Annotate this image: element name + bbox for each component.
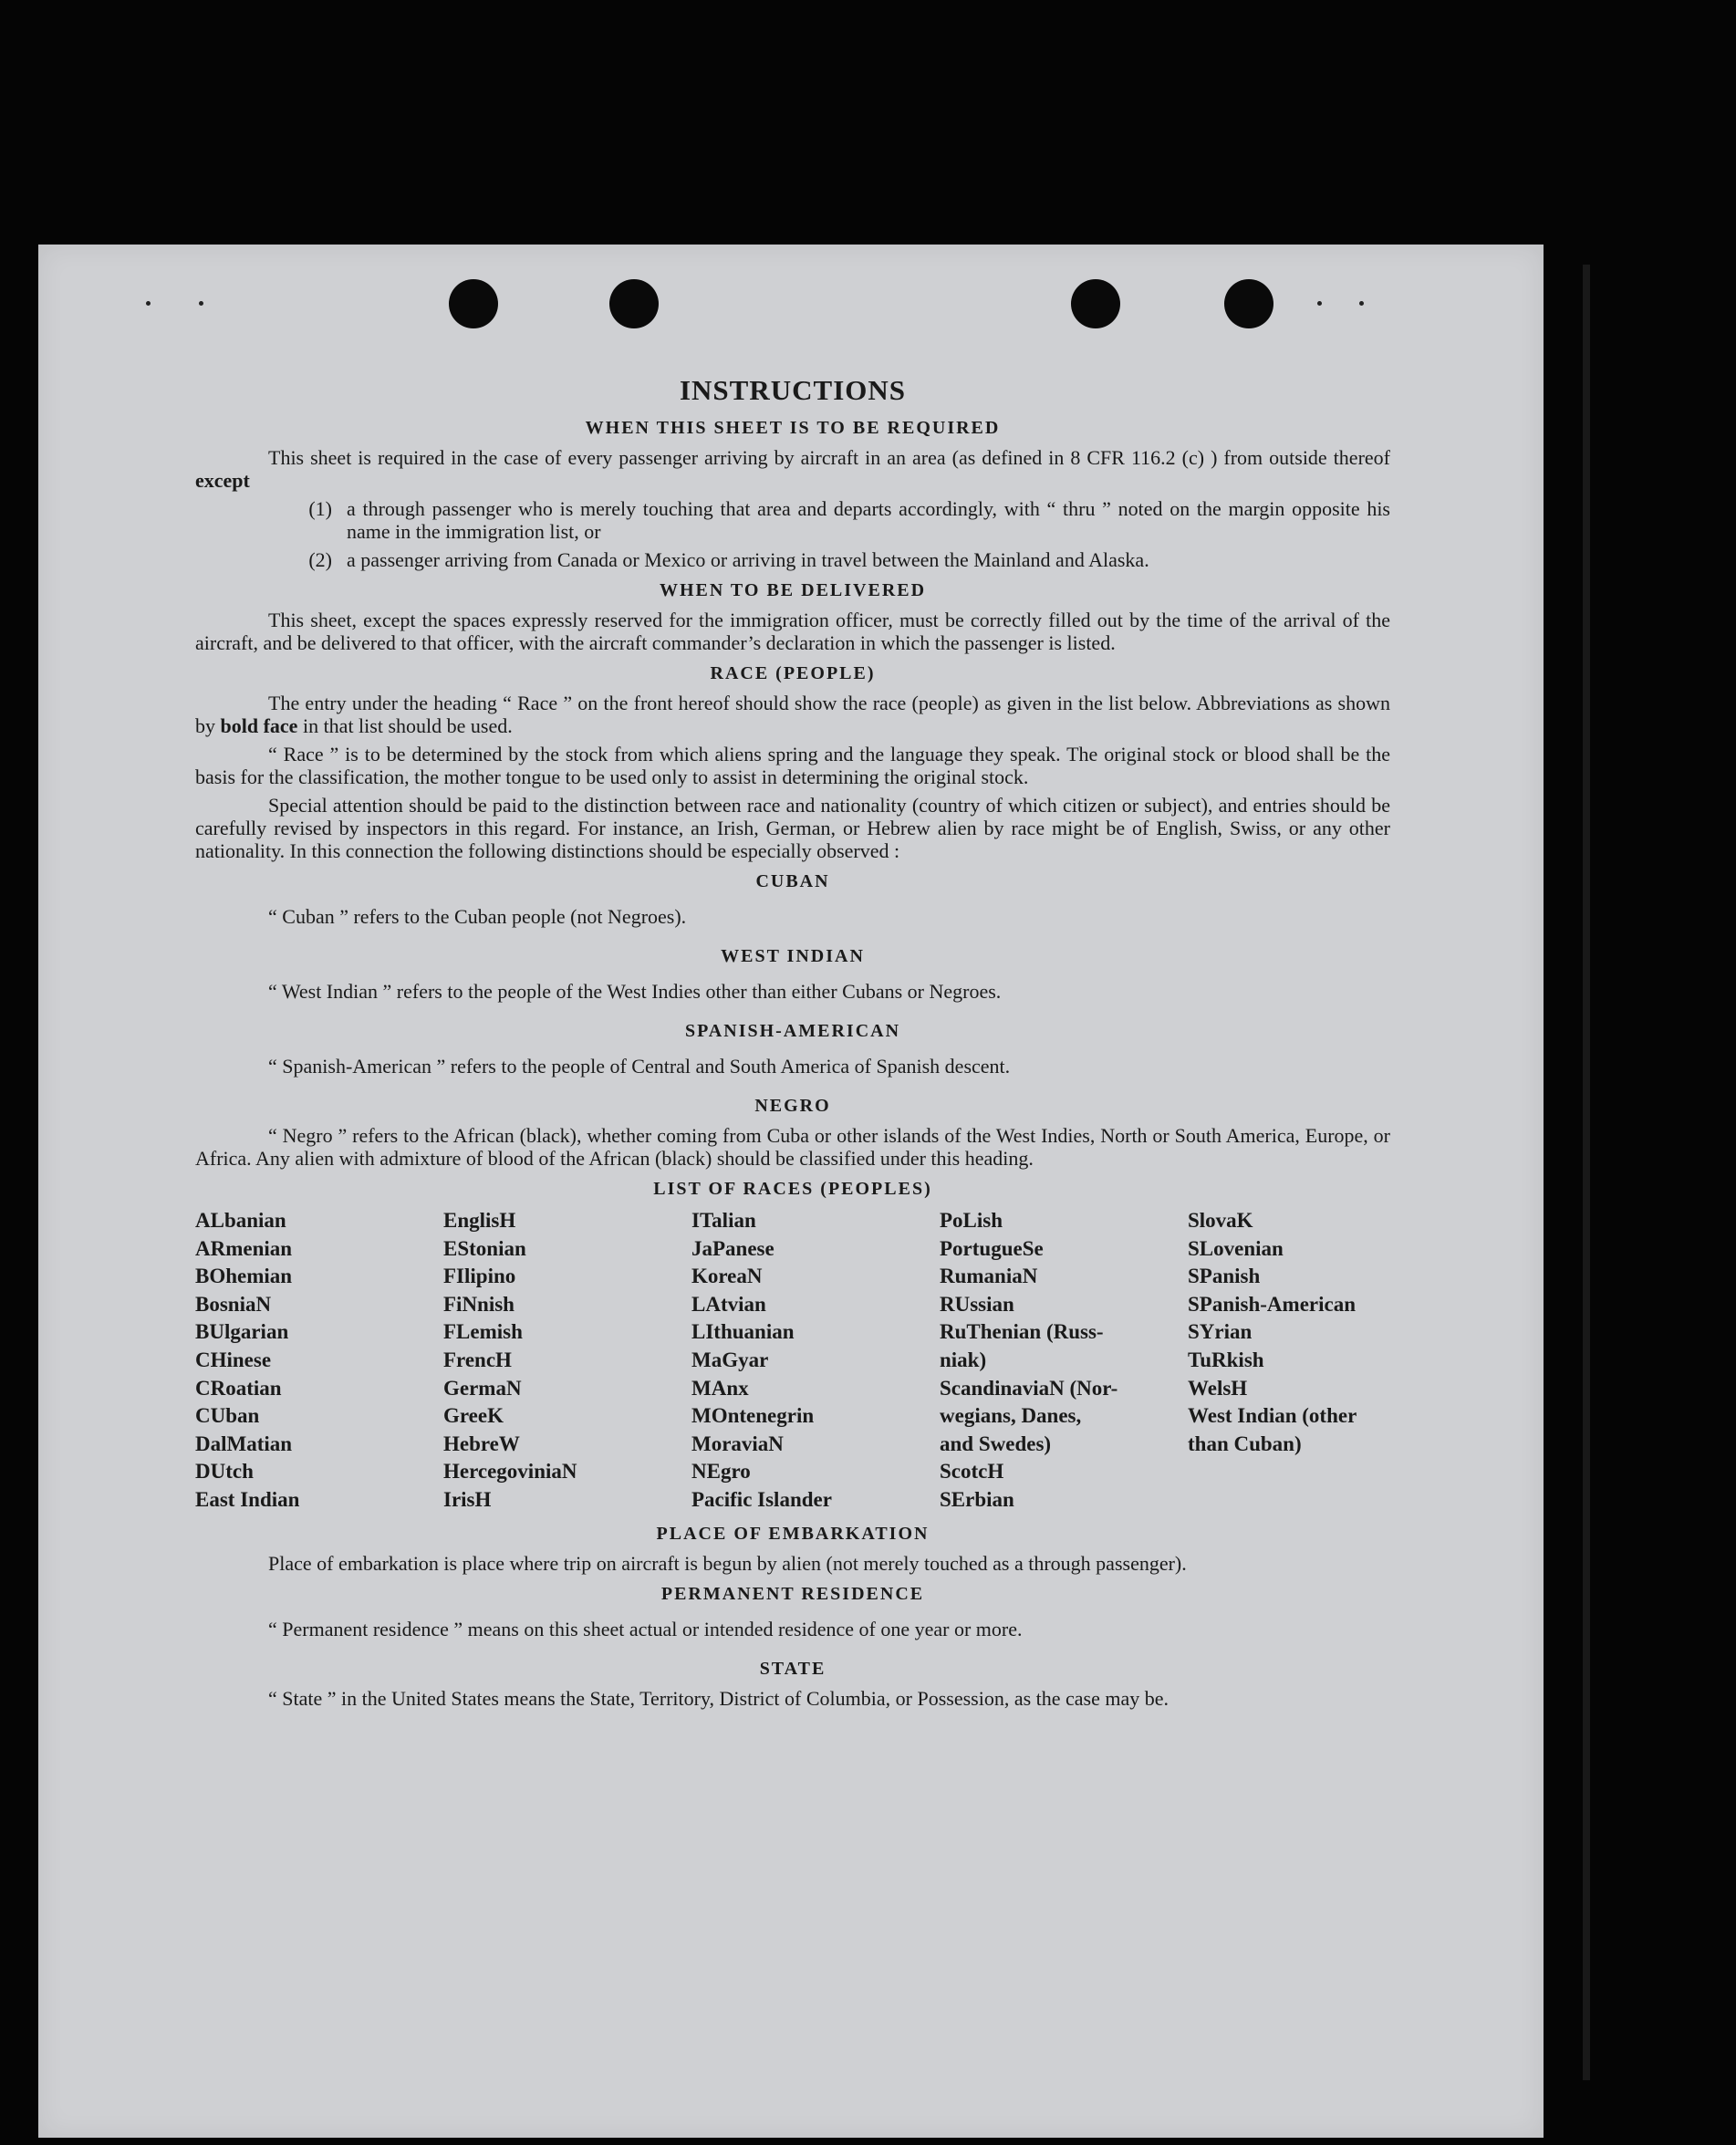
race-list-entry: CRoatian xyxy=(195,1376,282,1400)
punch-hole xyxy=(1071,279,1120,328)
race-list-entry: GreeK xyxy=(443,1404,504,1428)
race-list-entry: DalMatian xyxy=(195,1432,293,1455)
state-text: “ State ” in the United States means the State, Territory, District of Columbia, or Possession, as the case may be. xyxy=(268,1686,1169,1710)
punch-hole xyxy=(609,279,659,328)
race-list-entry: SYrian xyxy=(1188,1320,1253,1344)
race-list-entry: TuRkish xyxy=(1188,1348,1264,1371)
race-paragraph-2: “ Race ” is to be determined by the stock from which aliens spring and the language they speak. The original stock or blood shall be the basis for the classification, the mother tongue to be used only to assist in determining the original stock. xyxy=(195,743,1390,788)
section-heading-spanish-american: SPANISH-AMERICAN xyxy=(684,1021,901,1041)
required-intro xyxy=(195,446,1390,492)
race-list-entry: DUtch xyxy=(195,1460,254,1484)
section-heading-delivered: WHEN TO BE DELIVERED xyxy=(659,580,927,600)
race-list-entry: ALbanian xyxy=(195,1209,286,1232)
race-list-entry: HebreW xyxy=(443,1432,520,1455)
race-list-entry: ScotcH xyxy=(940,1460,1004,1484)
race-list-entry: ITalian xyxy=(691,1209,756,1232)
race-list-entry: MoraviaN xyxy=(691,1432,784,1455)
race-list-entry: SPanish xyxy=(1188,1265,1261,1288)
race-list-entry: PoLish xyxy=(940,1209,1003,1232)
section-heading-list: LIST OF RACES (PEOPLES) xyxy=(653,1179,932,1199)
race-list-entry: MaGyar xyxy=(691,1348,769,1371)
dust-speck xyxy=(199,301,203,306)
race-list-entry: BOhemian xyxy=(195,1265,293,1288)
race-list-entry: PortugueSe xyxy=(940,1236,1044,1260)
dust-speck xyxy=(1359,301,1364,306)
west-indian-text: “ West Indian ” refers to the people of the West Indies other than either Cubans or Negroes. xyxy=(268,980,1002,1003)
section-heading-residence: PERMANENT RESIDENCE xyxy=(660,1583,925,1604)
section-heading-negro: NEGRO xyxy=(754,1096,831,1116)
page-edge-shadow xyxy=(1583,265,1590,2080)
race-list-column xyxy=(940,1207,1188,1515)
race-list-entry: WelsH xyxy=(1188,1376,1248,1400)
item-text: a through passenger who is merely touching that area and departs accordingly, with “ thru ” noted on the margin opposite his name in the immigration list, or xyxy=(347,497,1390,543)
race-list-entry: NEgro xyxy=(691,1460,751,1484)
required-item-1 xyxy=(195,497,1390,543)
race-list-entry: MOntenegrin xyxy=(691,1404,815,1428)
race-list-entry: MAnx xyxy=(691,1376,749,1400)
race-list-entry: FiNnish xyxy=(443,1292,515,1316)
race-list-entry: KoreaN xyxy=(691,1265,763,1288)
cuban-text: “ Cuban ” refers to the Cuban people (not Negroes). xyxy=(268,905,687,928)
race-list-entry: SlovaK xyxy=(1188,1209,1253,1232)
race-list-entry: RUssian xyxy=(940,1292,1014,1316)
race-list-entry: LIthuanian xyxy=(691,1320,795,1344)
race-p1-end: in that list should be used. xyxy=(297,714,513,737)
race-paragraph-3: Special attention should be paid to the distinction between race and nationality (country of which citizen or subject), and entries should be carefully revised by inspectors in this regard. For instance, an Irish, German, or Hebrew alien by race might be of English, Swiss, or any other nationality. In this connection the following distinctions should be especially observed : xyxy=(195,794,1390,862)
punch-hole xyxy=(449,279,498,328)
race-list-entry: FLemish xyxy=(443,1320,523,1344)
delivered-text: This sheet, except the spaces expressly reserved for the immigration officer, must be correctly filled out by the time of the arrival of the aircraft, and be delivered to that officer, with the aircraft commander’s declaration in which the passenger is listed. xyxy=(195,609,1390,654)
race-list-entry: SErbian xyxy=(940,1487,1014,1511)
punch-hole xyxy=(1224,279,1273,328)
race-list-entry: ScandinaviaN (Nor- xyxy=(940,1376,1118,1400)
race-list-entry: RuThenian (Russ- xyxy=(940,1320,1104,1344)
race-list-entry: BosniaN xyxy=(195,1292,272,1316)
race-list-entry: FrencH xyxy=(443,1348,512,1371)
race-list-entry: than Cuban) xyxy=(1188,1432,1302,1455)
race-list-entry: RumaniaN xyxy=(940,1265,1038,1288)
race-list-entry: LAtvian xyxy=(691,1292,766,1316)
item-text: a passenger arriving from Canada or Mexico or arriving in travel between the Mainland and Alaska. xyxy=(347,548,1149,571)
section-heading-state: STATE xyxy=(759,1658,826,1679)
race-paragraph-1 xyxy=(195,692,1390,737)
negro-text: “ Negro ” refers to the African (black), whether coming from Cuba or other islands of the West Indies, North or South America, Europe, or Africa. Any alien with admixture of blood of the African (black) should be classified under this heading. xyxy=(195,1124,1390,1170)
section-heading-embarkation: PLACE OF EMBARKATION xyxy=(656,1523,930,1544)
race-list-entry: wegians, Danes, xyxy=(940,1404,1082,1428)
race-list-entry: West Indian (other xyxy=(1188,1404,1357,1428)
race-list-column xyxy=(1188,1207,1436,1515)
race-list-entry: IrisH xyxy=(443,1487,492,1511)
dust-speck xyxy=(146,301,151,306)
item-number: (1) xyxy=(308,497,332,520)
required-item-2 xyxy=(195,548,1390,571)
race-list-entry: CHinese xyxy=(195,1348,272,1371)
section-heading-cuban: CUBAN xyxy=(755,871,830,891)
race-list-entry: SLovenian xyxy=(1188,1236,1284,1260)
race-list-entry: Pacific Islander xyxy=(691,1487,832,1511)
race-list-entry: niak) xyxy=(940,1348,987,1371)
dust-speck xyxy=(1317,301,1322,306)
race-list-entry: JaPanese xyxy=(691,1236,774,1260)
required-intro-text: This sheet is required in the case of every passenger arriving by aircraft in an area (as defined in 8 CFR 116.2 (c) ) from outside thereof xyxy=(268,446,1390,469)
item-number: (2) xyxy=(308,548,332,571)
race-list-entry: HercegoviniaN xyxy=(443,1460,577,1484)
race-list-entry: CUban xyxy=(195,1404,260,1428)
race-list-entry: EStonian xyxy=(443,1236,526,1260)
race-list-entry: GermaN xyxy=(443,1376,522,1400)
race-list-column xyxy=(443,1207,691,1515)
race-list-entry: ARmenian xyxy=(195,1236,293,1260)
race-list-column xyxy=(195,1207,443,1515)
section-heading-required: WHEN THIS SHEET IS TO BE REQUIRED xyxy=(585,418,1001,438)
embarkation-text: Place of embarkation is place where trip on aircraft is begun by alien (not merely touched as a through passenger). xyxy=(268,1551,1187,1575)
race-list-entry: FIlipino xyxy=(443,1265,516,1288)
residence-text: “ Permanent residence ” means on this sheet actual or intended residence of one year or more. xyxy=(268,1617,1023,1640)
race-list-entry: and Swedes) xyxy=(940,1432,1052,1455)
spanish-american-text: “ Spanish-American ” refers to the people of Central and South America of Spanish descent. xyxy=(268,1055,1011,1078)
section-heading-west-indian: WEST INDIAN xyxy=(721,946,865,966)
race-list-column xyxy=(691,1207,940,1515)
race-list xyxy=(195,1207,1390,1515)
page-title: INSTRUCTIONS xyxy=(679,374,906,406)
race-p1-text: The entry under the heading “ Race ” on the front hereof should show the race (people) as given in the list below. Abbreviations as shown by xyxy=(195,692,1390,737)
required-intro-bold: except xyxy=(195,469,250,492)
race-list-entry: East Indian xyxy=(195,1487,300,1511)
race-list-entry: EnglisH xyxy=(443,1209,516,1232)
race-list-entry: BUlgarian xyxy=(195,1320,289,1344)
section-heading-race: RACE (PEOPLE) xyxy=(710,663,876,683)
race-p1-bold: bold face xyxy=(220,714,298,737)
race-list-entry: SPanish-American xyxy=(1188,1292,1356,1316)
instructions-content xyxy=(195,374,1390,1715)
